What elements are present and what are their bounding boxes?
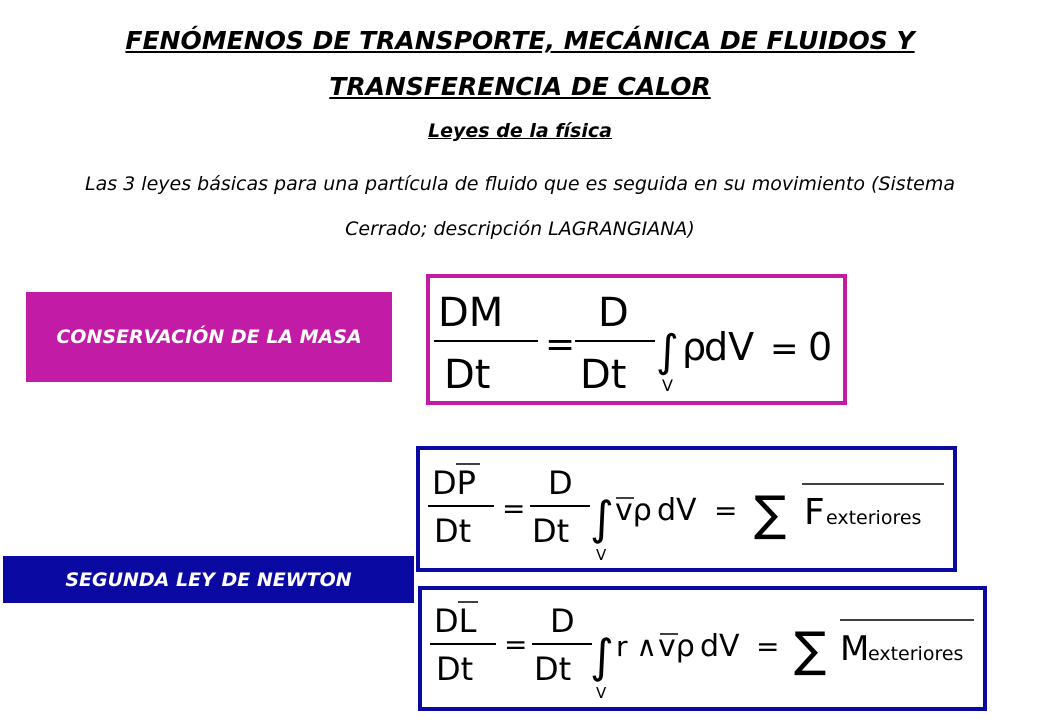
equals-sign: = xyxy=(714,494,738,527)
dp-numerator: DP xyxy=(432,464,476,502)
force-symbol: F xyxy=(804,492,825,533)
force-subscript: exteriores xyxy=(826,507,922,529)
moment-symbol: M xyxy=(840,629,870,669)
equals-sign: = xyxy=(502,492,526,525)
dt-denominator: Dt xyxy=(580,352,627,398)
mass-equation-box xyxy=(426,274,847,405)
integral-sign: ∫ xyxy=(590,629,614,683)
mass-conservation-label: CONSERVACIÓN DE LA MASA xyxy=(26,292,392,382)
section-subtitle: Leyes de la física xyxy=(428,120,612,142)
dt-denominator: Dt xyxy=(434,512,472,550)
integral-sign: ∫ xyxy=(590,491,614,545)
dt-denominator: Dt xyxy=(532,512,570,550)
dt-denominator: Dt xyxy=(534,650,572,688)
equals-sign: = xyxy=(545,324,576,365)
page-title: FENÓMENOS DE TRANSPORTE, MECÁNICA DE FLUIDOS Y TRANSFERENCIA DE CALOR xyxy=(125,26,915,101)
equals-sign: = xyxy=(756,630,780,663)
d-numerator: D xyxy=(548,464,573,502)
rho-symbol: ρ xyxy=(682,325,707,369)
integral-sign: ∫ xyxy=(656,326,679,377)
dv-term: dV xyxy=(657,493,697,528)
summation-sign: ∑ xyxy=(754,486,787,542)
moment-subscript: exteriores xyxy=(868,643,964,665)
dv-term: dV xyxy=(704,325,755,369)
integral-subscript: V xyxy=(596,546,607,564)
integral-subscript: V xyxy=(662,376,673,395)
momentum-equation-box xyxy=(416,446,957,572)
integral-subscript: V xyxy=(596,684,607,702)
newton-second-law-label: SEGUNDA LEY DE NEWTON xyxy=(3,556,414,603)
dm-numerator: DM xyxy=(438,290,504,336)
velocity-density-term: vρ xyxy=(658,629,695,664)
velocity-density-term: vρ xyxy=(615,493,652,528)
d-numerator: D xyxy=(550,602,575,640)
d-numerator: D xyxy=(598,290,629,336)
dt-denominator: Dt xyxy=(444,352,491,398)
description-text: Las 3 leyes básicas para una partícula de fluido que es seguida en su movimiento (Sistema Cerrado; descripción LAGRANGIANA) xyxy=(85,173,955,240)
dv-term: dV xyxy=(700,629,740,664)
equals-sign: = xyxy=(504,628,528,661)
equals-sign: = xyxy=(770,329,799,369)
dl-numerator: DL xyxy=(434,602,477,640)
zero-value: 0 xyxy=(808,325,833,369)
summation-sign: ∑ xyxy=(794,622,827,678)
angular-momentum-equation-box xyxy=(418,586,987,711)
dt-denominator: Dt xyxy=(436,650,474,688)
radius-cross-term: r ∧ xyxy=(616,630,657,663)
